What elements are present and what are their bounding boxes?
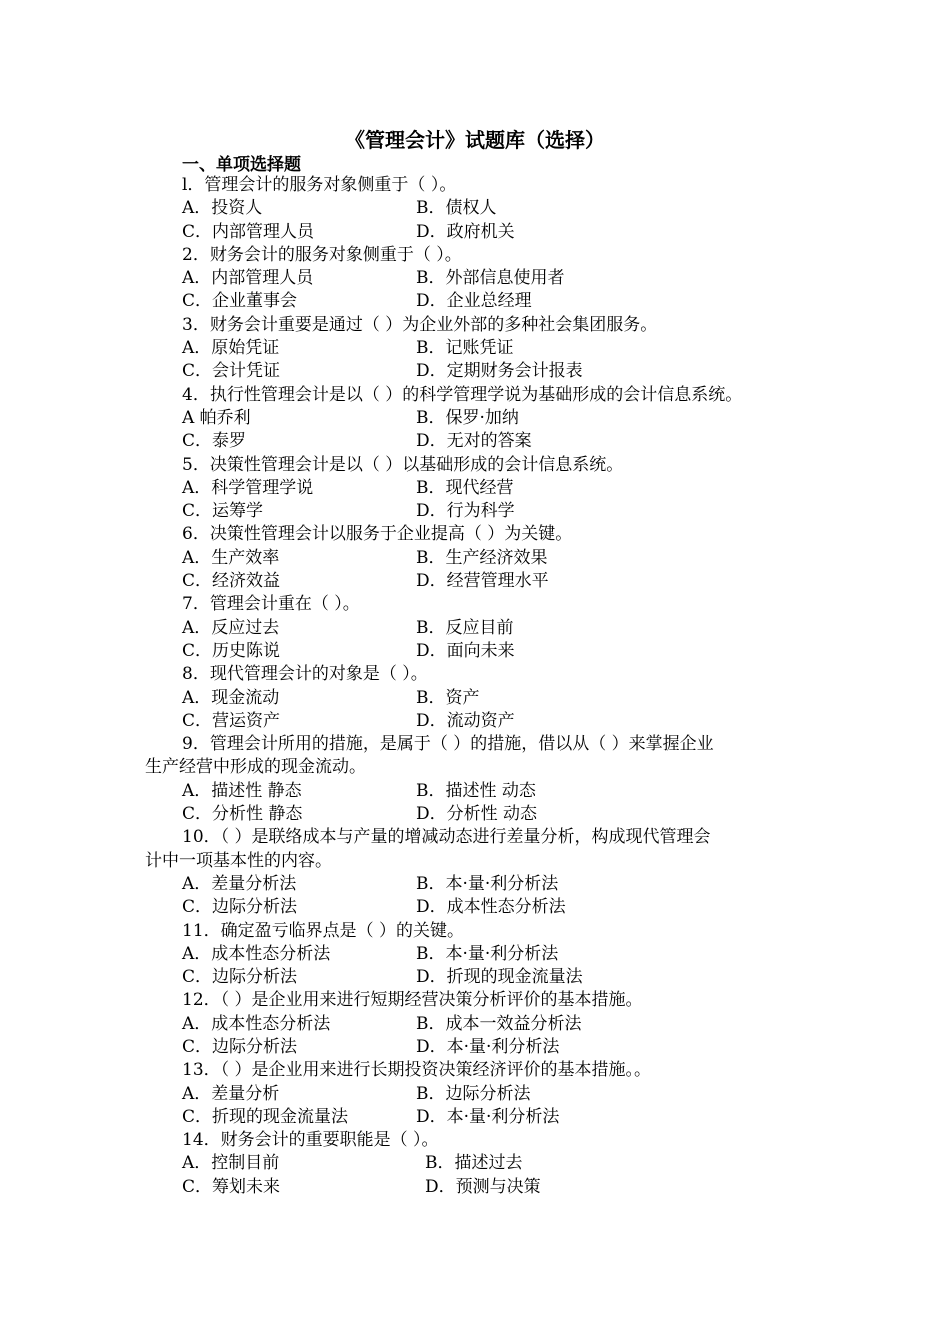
option-a: A．生产效率 xyxy=(182,547,280,568)
option-row xyxy=(0,943,950,966)
option-b: B．现代经营 xyxy=(416,477,514,498)
option-c: C．泰罗 xyxy=(182,431,247,452)
option-b: B．资产 xyxy=(416,687,480,708)
option-a: A．投资人 xyxy=(182,198,263,219)
option-b: B．描述性 动态 xyxy=(416,780,536,801)
option-a: A．控制目前 xyxy=(182,1153,280,1174)
document-title: 《管理会计》试题库（选择） xyxy=(345,128,605,152)
option-row xyxy=(0,687,950,710)
option-row xyxy=(0,430,950,453)
option-row xyxy=(0,500,950,523)
option-row xyxy=(0,477,950,500)
option-d: D．面向未来 xyxy=(416,640,515,661)
option-d: D．定期财务会计报表 xyxy=(416,361,583,382)
option-row xyxy=(0,221,950,244)
option-row xyxy=(0,803,950,826)
option-c: C．运筹学 xyxy=(182,501,264,522)
question-stem: 7．管理会计重在（ ）。 xyxy=(182,594,360,615)
option-row xyxy=(0,1106,950,1129)
option-row xyxy=(0,617,950,640)
option-a: A．描述性 静态 xyxy=(182,780,302,801)
option-row xyxy=(0,267,950,290)
option-d: D．本·量·利分析法 xyxy=(416,1036,560,1057)
option-a: A．成本性态分析法 xyxy=(182,943,331,964)
option-d: D．行为科学 xyxy=(416,501,515,522)
option-c: C．筹划未来 xyxy=(182,1176,281,1197)
option-row xyxy=(0,1176,950,1199)
option-a: A．现金流动 xyxy=(182,687,280,708)
option-row xyxy=(0,710,950,733)
option-d: D．无对的答案 xyxy=(416,431,532,452)
option-d: D．预测与决策 xyxy=(425,1176,541,1197)
option-row xyxy=(0,337,950,360)
option-b: B．保罗·加纳 xyxy=(416,407,519,428)
option-d: D．政府机关 xyxy=(416,221,515,242)
option-d: D．成本性态分析法 xyxy=(416,897,566,918)
question-list xyxy=(0,174,950,1199)
option-b: B．记账凭证 xyxy=(416,338,514,359)
option-row xyxy=(0,547,950,570)
option-a: A．差量分析法 xyxy=(182,873,297,894)
option-b: B．本·量·利分析法 xyxy=(416,943,559,964)
option-b: B．描述过去 xyxy=(425,1153,523,1174)
option-row xyxy=(0,1036,950,1059)
option-d: D．折现的现金流量法 xyxy=(416,967,583,988)
question-stem: 12．（ ）是企业用来进行短期经营决策分析评价的基本措施。 xyxy=(182,990,643,1011)
option-c: C．经济效益 xyxy=(182,571,281,592)
option-c: C．企业董事会 xyxy=(182,291,298,312)
section-heading: 一、单项选择题 xyxy=(182,155,301,175)
option-a: A 帕乔利 xyxy=(182,407,251,428)
option-a: A．差量分析 xyxy=(182,1083,280,1104)
option-d: D．分析性 动态 xyxy=(416,804,538,825)
question-stem: 3．财务会计重要是通过（ ）为企业外部的多种社会集团服务。 xyxy=(182,314,658,335)
option-c: C．边际分析法 xyxy=(182,1036,298,1057)
option-d: D．企业总经理 xyxy=(416,291,532,312)
question-stem-continuation: 计中一项基本性的内容。 xyxy=(145,850,332,871)
question-stem: 9．管理会计所用的措施，是属于（ ）的措施，借以从（ ）来掌握企业 xyxy=(182,734,714,755)
option-a: A．内部管理人员 xyxy=(182,268,314,289)
option-c: C．折现的现金流量法 xyxy=(182,1106,349,1127)
option-row xyxy=(0,1083,950,1106)
option-row xyxy=(0,290,950,313)
question-stem: 2．财务会计的服务对象侧重于（ ）。 xyxy=(182,244,462,265)
option-c: C．边际分析法 xyxy=(182,967,298,988)
option-b: B．边际分析法 xyxy=(416,1083,531,1104)
option-row xyxy=(0,197,950,220)
question-stem: 5．决策性管理会计是以（ ）以基础形成的会计信息系统。 xyxy=(182,454,624,475)
option-row xyxy=(0,896,950,919)
option-c: C．边际分析法 xyxy=(182,897,298,918)
option-a: A．成本性态分析法 xyxy=(182,1013,331,1034)
option-row xyxy=(0,360,950,383)
option-c: C．历史陈说 xyxy=(182,640,281,661)
option-b: B．外部信息使用者 xyxy=(416,268,565,289)
option-a: A．反应过去 xyxy=(182,617,280,638)
option-c: C．分析性 静态 xyxy=(182,804,303,825)
option-row xyxy=(0,407,950,430)
option-c: C．营运资产 xyxy=(182,710,281,731)
option-d: D．经营管理水平 xyxy=(416,571,549,592)
question-stem: 4．执行性管理会计是以（ ）的科学管理学说为基础形成的会计信息系统。 xyxy=(182,384,743,405)
option-d: D．流动资产 xyxy=(416,710,515,731)
option-a: A．科学管理学说 xyxy=(182,477,314,498)
option-row xyxy=(0,1013,950,1036)
option-b: B．债权人 xyxy=(416,198,497,219)
option-row xyxy=(0,873,950,896)
option-c: C．会计凭证 xyxy=(182,361,281,382)
question-stem: 6．决策性管理会计以服务于企业提高（ ）为关键。 xyxy=(182,524,573,545)
question-stem: 11．确定盈亏临界点是（ ）的关键。 xyxy=(182,920,465,941)
option-b: B．生产经济效果 xyxy=(416,547,548,568)
question-stem: 8．现代管理会计的对象是（ ）。 xyxy=(182,664,428,685)
option-a: A．原始凭证 xyxy=(182,338,280,359)
option-c: C．内部管理人员 xyxy=(182,221,315,242)
option-b: B．反应目前 xyxy=(416,617,514,638)
question-stem: 14．财务会计的重要职能是（ ）。 xyxy=(182,1130,439,1151)
question-stem: 13．（ ）是企业用来进行长期投资决策经济评价的基本措施。。 xyxy=(182,1060,652,1081)
option-row xyxy=(0,1152,950,1175)
option-b: B．本·量·利分析法 xyxy=(416,873,559,894)
option-b: B．成本一效益分析法 xyxy=(416,1013,582,1034)
question-stem-continuation: 生产经营中形成的现金流动。 xyxy=(145,757,366,778)
question-stem: l．管理会计的服务对象侧重于（ ）。 xyxy=(182,175,457,195)
option-row xyxy=(0,570,950,593)
question-stem: 10．（ ）是联络成本与产量的增减动态进行差量分析，构成现代管理会 xyxy=(182,827,711,848)
option-row xyxy=(0,966,950,989)
option-row xyxy=(0,640,950,663)
option-d: D．本·量·利分析法 xyxy=(416,1106,560,1127)
option-row xyxy=(0,780,950,803)
